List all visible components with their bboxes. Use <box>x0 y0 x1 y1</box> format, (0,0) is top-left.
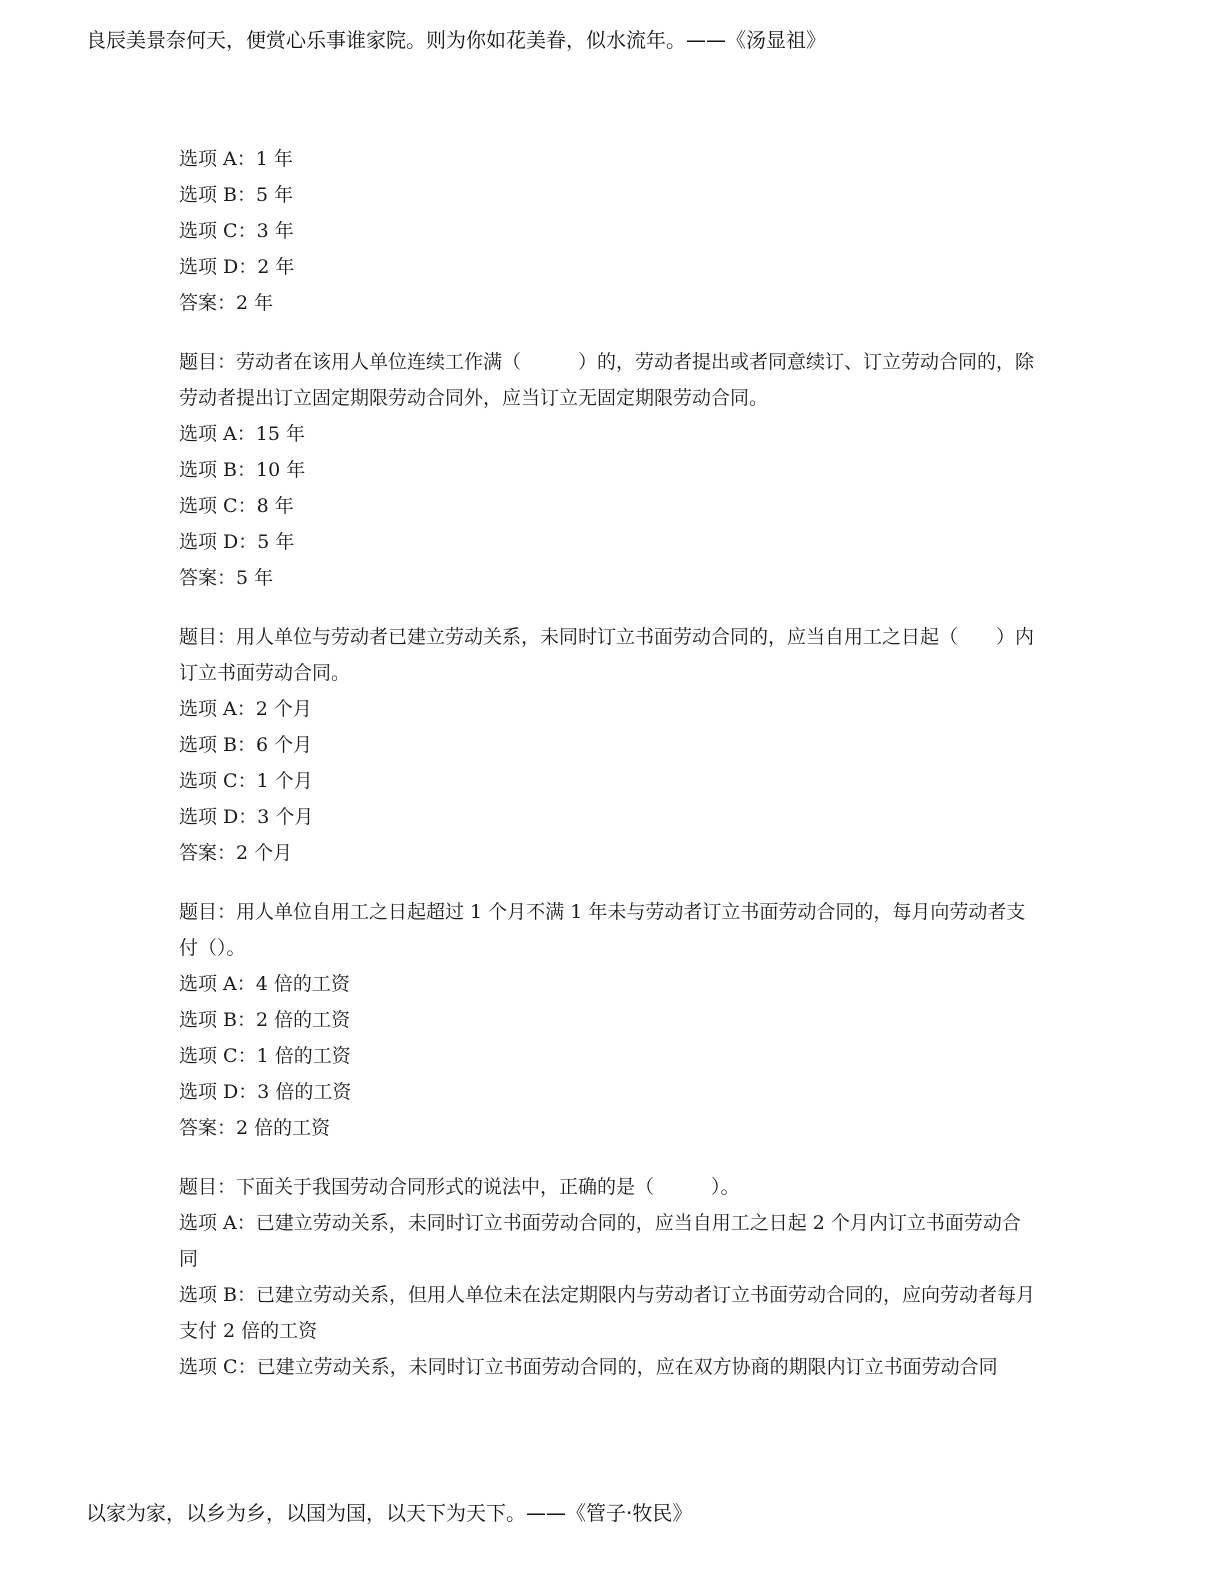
answer: 答案：5 年 <box>179 567 274 589</box>
option-c: 选项 C：1 个月 <box>179 770 313 792</box>
option-d: 选项 D：2 年 <box>179 256 295 278</box>
question-block-4 <box>179 894 1039 1146</box>
option-c: 选项 C：3 年 <box>179 220 294 242</box>
option-d: 选项 D：3 倍的工资 <box>179 1081 352 1103</box>
question-block-5 <box>179 1169 1039 1385</box>
footer-quote: 以家为家，以乡为乡，以国为国，以天下为天下。——《管子·牧民》 <box>86 1501 693 1525</box>
option-b: 选项 B：6 个月 <box>179 734 313 756</box>
option-a: 选项 A：4 倍的工资 <box>179 973 350 995</box>
option-a: 选项 A：2 个月 <box>179 698 312 720</box>
answer: 答案：2 个月 <box>179 842 293 864</box>
question-block-3 <box>179 619 1039 871</box>
header-quote: 良辰美景奈何天，便赏心乐事谁家院。则为你如花美眷，似水流年。——《汤显祖》 <box>86 28 826 52</box>
option-b: 选项 B：已建立劳动关系，但用人单位未在法定期限内与劳动者订立书面劳动合同的，应向劳动者每月支付 2 倍的工资 <box>179 1284 1036 1342</box>
question-text: 题目：劳动者在该用人单位连续工作满（ ）的，劳动者提出或者同意续订、订立劳动合同的，除劳动者提出订立固定期限劳动合同外，应当订立无固定期限劳动合同。 <box>179 351 1035 409</box>
option-a: 选项 A：15 年 <box>179 423 305 445</box>
option-b: 选项 B：5 年 <box>179 184 294 206</box>
question-text: 题目：用人单位与劳动者已建立劳动关系，未同时订立书面劳动合同的，应当自用工之日起（ ）内订立书面劳动合同。 <box>179 626 1035 684</box>
option-d: 选项 D：5 年 <box>179 531 295 553</box>
question-block-1 <box>179 141 1039 321</box>
question-block-2 <box>179 344 1039 596</box>
option-a: 选项 A：1 年 <box>179 148 293 170</box>
answer: 答案：2 倍的工资 <box>179 1117 331 1139</box>
option-a: 选项 A：已建立劳动关系，未同时订立书面劳动合同的，应当自用工之日起 2 个月内订立书面劳动合同 <box>179 1212 1021 1270</box>
option-b: 选项 B：10 年 <box>179 459 306 481</box>
answer: 答案：2 年 <box>179 292 274 314</box>
option-c: 选项 C：8 年 <box>179 495 294 517</box>
option-c: 选项 C：1 倍的工资 <box>179 1045 351 1067</box>
question-text: 题目：下面关于我国劳动合同形式的说法中，正确的是（ ）。 <box>179 1176 740 1198</box>
question-text: 题目：用人单位自用工之日起超过 1 个月不满 1 年未与劳动者订立书面劳动合同的，每月向劳动者支付（）。 <box>179 901 1026 959</box>
option-d: 选项 D：3 个月 <box>179 806 314 828</box>
question-list <box>179 141 1039 1408</box>
option-b: 选项 B：2 倍的工资 <box>179 1009 351 1031</box>
option-c: 选项 C：已建立劳动关系，未同时订立书面劳动合同的，应在双方协商的期限内订立书面劳动合同 <box>179 1356 998 1378</box>
